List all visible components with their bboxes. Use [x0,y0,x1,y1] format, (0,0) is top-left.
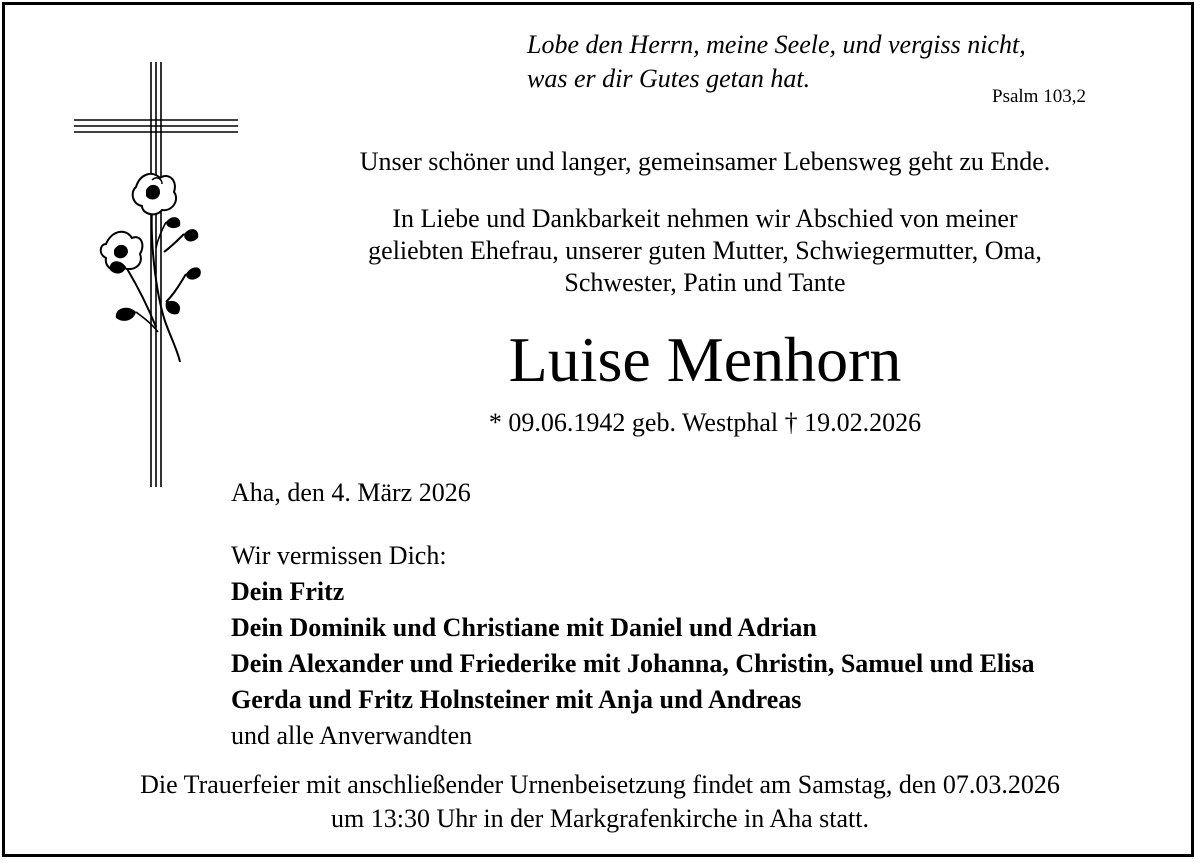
service-line-2: um 13:30 Uhr in der Markgrafenkirche in Aha statt. [331,804,869,833]
place-and-date: Aha, den 4. März 2026 [231,478,471,507]
farewell-line-2: geliebten Ehefrau, unserer guten Mutter, Schwiegermutter, Oma, [368,236,1042,265]
farewell-text [240,203,1170,299]
psalm-reference: Psalm 103,2 [992,86,1086,107]
service-line-1: Die Trauerfeier mit anschließender Urnenbeisetzung findet am Samstag, den 07.03.2026 [140,770,1060,799]
deceased-name: Luise Menhorn [508,324,902,395]
mourner-line: Gerda und Fritz Holnsteiner mit Anja und Andreas [231,685,802,714]
intro-text: Unser schöner und langer, gemeinsamer Lebensweg geht zu Ende. [359,147,1051,176]
psalm-verse-line-2: was er dir Gutes getan hat. [527,64,811,93]
mourners-closing: und alle Anverwandten [231,721,473,750]
mourner-line: Dein Fritz [231,577,345,606]
mourners-list [231,538,1034,754]
mourner-line: Dein Alexander und Friederike mit Johanna, Christin, Samuel und Elisa [231,649,1035,678]
farewell-line-3: Schwester, Patin und Tante [564,268,846,297]
life-dates: * 09.06.1942 geb. Westphal † 19.02.2026 [488,408,922,437]
mourners-heading: Wir vermissen Dich: [231,541,447,570]
farewell-line-1: In Liebe und Dankbarkeit nehmen wir Abschied von meiner [392,204,1018,233]
mourner-line: Dein Dominik und Christiane mit Daniel und Adrian [231,613,817,642]
funeral-service-info [10,768,1190,836]
psalm-verse-line-1: Lobe den Herrn, meine Seele, und vergiss nicht, [527,30,1026,59]
cross-with-rose-icon [66,62,246,492]
